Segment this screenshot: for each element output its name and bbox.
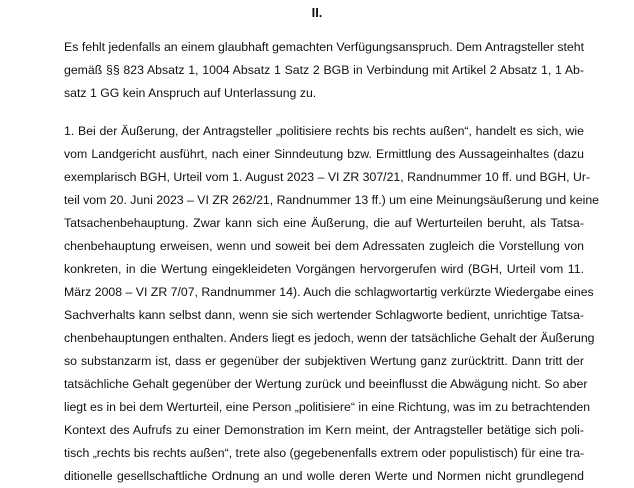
text-line: tisch „rechts bis rechts außen“, trete also (gegebenenfalls extrem oder populistisch) für eine tra- xyxy=(64,446,585,460)
text-line: chenbehauptung erweisen, wenn und soweit bei dem Adressaten zugleich die Vorstellung von xyxy=(64,239,584,253)
paragraph-intro xyxy=(64,36,584,105)
text-line: konkreten, in die Wertung eingekleideten Vorgängen hervorgerufen wird (BGH, Urteil vom 11. xyxy=(64,262,584,276)
text-line: exemplarisch BGH, Urteil vom 1. August 2023 – VI ZR 307/21, Randnummer 10 ff. und BGH, Ur- xyxy=(64,170,591,184)
text-line: Sachverhalts kann selbst dann, wenn sie sich wertender Schlagworte bedient, unrichtige Tatsa- xyxy=(64,308,584,322)
section-heading: II. xyxy=(311,5,323,20)
text-line: Kontext des Aufrufs zu einer Demonstration im Kern meint, der Antragsteller betätige sich poli- xyxy=(64,423,584,437)
text-line: ditionelle gesellschaftliche Ordnung an und wolle deren Werte und Normen nicht grundlegend xyxy=(64,469,584,483)
paragraph-point-1 xyxy=(64,120,599,488)
text-line: Es fehlt jedenfalls an einem glaubhaft gemachten Verfügungsanspruch. Dem Antragsteller steht xyxy=(64,40,584,54)
text-line: satz 1 GG kein Anspruch auf Unterlassung zu. xyxy=(64,86,317,100)
text-line: so substanzarm ist, dass er gegenüber der subjektiven Wertung ganz zurücktritt. Dann tritt der xyxy=(64,354,584,368)
text-line: vom Landgericht ausführt, nach einer Sinndeutung bzw. Ermittlung des Aussageinhaltes (dazu xyxy=(64,147,584,161)
text-line: Tatsachenbehauptung. Zwar kann sich eine Äußerung, die auf Werturteilen beruht, als Tatsa- xyxy=(64,216,584,230)
text-line: 1. Bei der Äußerung, der Antragsteller „politisiere rechts bis rechts außen“, handelt es sich, wie xyxy=(64,124,584,138)
text-line: tatsächliche Gehalt gegenüber der Wertung zurück und beeinflusst die Abwägung nicht. So aber xyxy=(64,377,588,391)
text-line: chenbehauptungen enthalten. Anders liegt es jedoch, wenn der tatsächliche Gehalt der Äußerung xyxy=(64,331,595,345)
text-line: teil vom 20. Juni 2023 – VI ZR 262/21, Randnummer 13 ff.) um eine Meinungsäußerung und keine xyxy=(64,193,599,207)
text-line: gemäß §§ 823 Absatz 1, 1004 Absatz 1 Satz 2 BGB in Verbindung mit Artikel 2 Absatz 1, 1 Ab- xyxy=(64,63,584,77)
text-line: März 2008 – VI ZR 7/07, Randnummer 14). Auch die schlagwortartig verkürzte Wiedergabe eines xyxy=(64,285,594,299)
text-line: liegt es in bei dem Werturteil, eine Person „politisiere“ in eine Richtung, was im zu betrachtenden xyxy=(64,400,591,414)
